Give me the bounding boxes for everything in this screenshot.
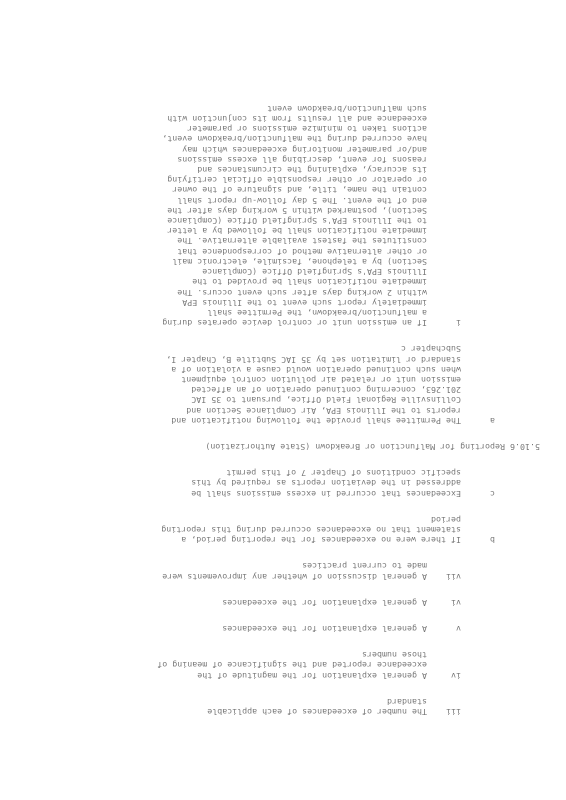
list-marker: b xyxy=(490,535,495,546)
list-item-b xyxy=(56,515,495,546)
list-item-vii xyxy=(56,561,461,581)
list-marker: iv xyxy=(451,670,461,681)
list-item-i xyxy=(56,104,461,328)
text-line: when such continued operation would cause a violation of a xyxy=(171,364,461,375)
text-line: The Permittee shall provide the following notification and xyxy=(171,415,461,426)
text-line: have occurred during the malfunction/breakdown event, xyxy=(162,134,427,145)
text-line: standard xyxy=(387,696,427,707)
text-line: or operator or other responsible official certifying xyxy=(167,175,427,186)
text-line: exceedance reported and the significance of meaning of xyxy=(157,660,427,671)
section-heading: 5.10.6 Reporting for Malfunction or Breakdown (State Authorization) xyxy=(205,441,540,452)
text-line: A general explanation for the exceedances xyxy=(222,597,427,608)
text-line: constitutes the fastest available alternative. The xyxy=(177,236,427,247)
text-line: A general explanation for the magnitude of the xyxy=(197,670,427,681)
text-line: Illinois EPA's Springfield Office (Compliance xyxy=(202,267,427,278)
text-line: contain the name, title, and signature of the owner xyxy=(172,185,427,196)
text-line: emission unit or related air pollution control equipment xyxy=(181,374,461,385)
text-line: Exceedances that occurred in excess emissions shall be xyxy=(191,488,461,499)
text-line: a malfunction/breakdown, the Permittee shall xyxy=(207,307,427,318)
text-line: specific conditions of Chapter 7 of this permit xyxy=(226,468,461,479)
text-line: within 2 working days after such event occurs. The xyxy=(177,287,427,298)
text-line: such malfunction/breakdown event xyxy=(267,103,427,114)
text-line: Section), postmarked within 5 working days after the xyxy=(167,205,427,216)
list-item-v xyxy=(56,624,461,634)
text-line: addressed in the deviation reports as required by this xyxy=(191,478,461,489)
text-line: The number of exceedances of each applicable xyxy=(207,707,427,717)
text-line: A general explanation for the exceedances xyxy=(222,623,427,634)
list-marker: vii xyxy=(446,571,461,582)
text-line: Section) by a telephone, facsimile, electronic mail xyxy=(172,256,427,267)
list-item-iv xyxy=(56,650,461,681)
list-marker: i xyxy=(456,318,461,329)
text-line: immediately report such event to the Illinois EPA xyxy=(182,297,427,308)
text-line: statement that no exceedances occurred during this reporting xyxy=(161,524,461,535)
list-item-a xyxy=(56,344,495,426)
text-line: standard or limitation set by 35 IAC Subtitle B, Chapter I, xyxy=(166,354,461,365)
text-line: exceedance and all results from its conjunction with xyxy=(167,114,427,125)
list-item-vi xyxy=(56,598,461,608)
text-line: period xyxy=(431,514,461,525)
document-text-block xyxy=(56,88,540,717)
text-line: Collinsville Regional Field Office, pursuant to 35 IAC xyxy=(191,395,461,406)
text-line: reports to the Illinois EPA, Air Compliance Section and xyxy=(186,405,461,416)
text-line: reasons for event, describing all excess emissions xyxy=(177,154,427,165)
text-line: to the Illinois EPA's Springfield Office (Compliance xyxy=(167,216,427,227)
text-line: actions taken to minimize emissions or parameter xyxy=(187,124,427,135)
list-item-c xyxy=(56,468,495,499)
text-line: and/or parameter monitoring exceedances which may xyxy=(182,144,427,155)
text-line: made to current practices xyxy=(302,561,427,572)
list-marker: c xyxy=(490,488,495,499)
list-marker: a xyxy=(490,415,495,426)
list-marker: iii xyxy=(446,707,461,717)
list-marker: vi xyxy=(451,597,461,608)
text-line: immediate notification shall be provided to the xyxy=(192,277,427,288)
list-marker: v xyxy=(456,623,461,634)
text-line: those numbers xyxy=(362,650,427,661)
text-line: Subchapter c xyxy=(401,344,461,355)
text-line: its accuracy, explaining the circumstances and xyxy=(197,165,427,176)
text-line: A general discussion of whether any improvements were xyxy=(162,571,427,582)
text-line: 201.263, concerning continued operation of an affected xyxy=(191,385,461,396)
text-line: If an emission unit or control device operates during xyxy=(162,318,427,329)
text-line: or other alternative method of correspondence that xyxy=(177,246,427,257)
list-item-iii xyxy=(56,697,461,717)
text-line: end of the event. The 5 day follow-up report shall xyxy=(177,195,427,206)
text-line: If there were no exceedances for the reporting period, a xyxy=(181,535,461,546)
text-line: immediate notification shall be followed by a letter xyxy=(167,226,427,237)
